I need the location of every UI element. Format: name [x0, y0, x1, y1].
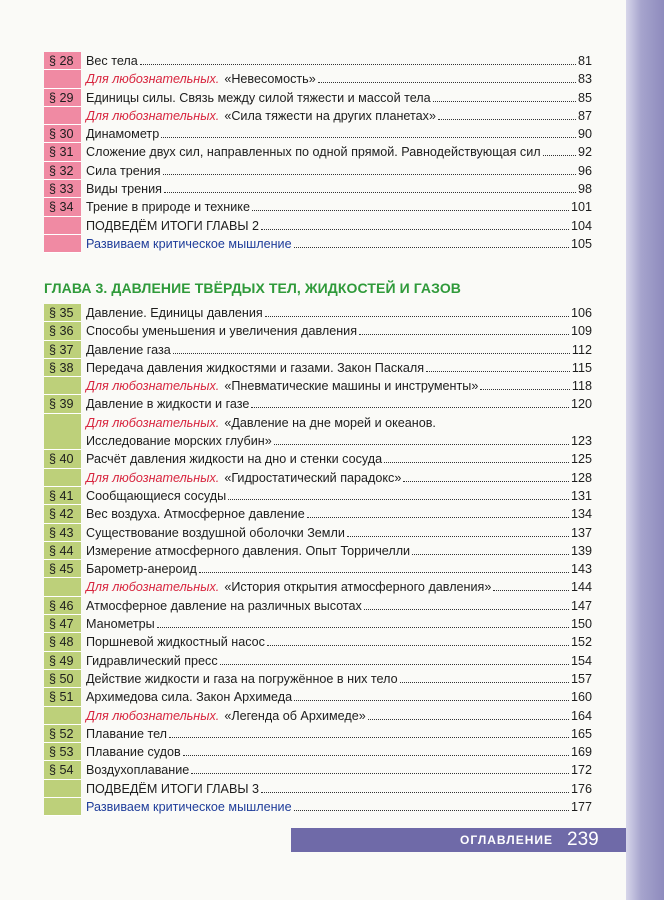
entry-title: Передача давления жидкостями и газами. Закон Паскаля — [86, 360, 425, 375]
curious-label: Для любознательных. — [86, 470, 220, 485]
section-number — [44, 780, 81, 798]
page-number: 83 — [577, 72, 592, 87]
page-number: 131 — [570, 488, 592, 503]
page-number: 137 — [570, 525, 592, 540]
section-number: § 50 — [44, 670, 81, 688]
toc-chapter2-tail — [44, 52, 592, 253]
toc-row[interactable] — [44, 469, 592, 487]
toc-row[interactable] — [44, 688, 592, 706]
page-number: 90 — [577, 127, 592, 142]
page-number: 176 — [570, 781, 592, 796]
section-number: § 30 — [44, 125, 81, 143]
toc-row[interactable] — [44, 235, 592, 253]
section-number: § 45 — [44, 560, 81, 578]
page-number: 152 — [570, 635, 592, 650]
entry-title: Барометр-анероид — [86, 562, 197, 577]
section-number: § 46 — [44, 597, 81, 615]
toc-row[interactable] — [44, 798, 592, 816]
entry-title: Существование воздушной оболочки Земли — [86, 525, 345, 540]
entry-title: Манометры — [86, 617, 155, 632]
entry-title: «Гидростатический парадокс» — [224, 470, 402, 485]
section-number: § 36 — [44, 322, 81, 340]
section-number: § 35 — [44, 304, 81, 322]
entry-title: Измерение атмосферного давления. Опыт Торричелли — [86, 543, 411, 558]
page-number: 139 — [570, 543, 592, 558]
entry-title: Виды трения — [86, 182, 162, 197]
page-number: 177 — [570, 800, 592, 815]
entry-title: Воздухоплавание — [86, 763, 190, 778]
section-number: § 52 — [44, 725, 81, 743]
toc-row[interactable] — [44, 505, 592, 523]
toc-row[interactable] — [44, 707, 592, 725]
page-number: 144 — [570, 580, 592, 595]
toc-row[interactable] — [44, 304, 592, 322]
toc-row[interactable] — [44, 487, 592, 505]
entry-title: Плавание тел — [86, 726, 168, 741]
section-number — [44, 707, 81, 725]
section-number: § 38 — [44, 359, 81, 377]
section-number: § 47 — [44, 615, 81, 633]
entry-title: «Легенда об Архимеде» — [224, 708, 366, 723]
entry-title: Сложение двух сил, направленных по одной прямой. Равнодействующая сил — [86, 145, 541, 160]
curious-label: Для любознательных. — [86, 580, 220, 595]
section-number — [44, 217, 81, 235]
section-number: § 42 — [44, 505, 81, 523]
page-number: 125 — [570, 452, 592, 467]
toc-row[interactable] — [44, 70, 592, 88]
page-number: 118 — [571, 379, 592, 394]
toc-row[interactable] — [44, 652, 592, 670]
entry-title: «Невесомость» — [224, 72, 316, 87]
entry-title: Действие жидкости и газа на погружённое в них тело — [86, 671, 398, 686]
entry-title: Плавание судов — [86, 745, 181, 760]
page-number: 109 — [570, 324, 592, 339]
entry-title-continued: Исследование морских глубин» — [86, 434, 272, 449]
entry-title: Давление в жидкости и газе — [86, 397, 250, 412]
toc-row[interactable] — [44, 52, 592, 70]
toc-row[interactable] — [44, 542, 592, 560]
section-number: § 31 — [44, 143, 81, 161]
entry-title: Поршневой жидкостный насос — [86, 635, 265, 650]
page-number: 150 — [570, 617, 592, 632]
section-number: § 37 — [44, 341, 81, 359]
toc-row[interactable] — [44, 633, 592, 651]
page-edge-decoration — [626, 0, 664, 900]
page-number: 120 — [570, 397, 592, 412]
section-number — [44, 798, 81, 816]
toc-row[interactable] — [44, 560, 592, 578]
section-number — [44, 414, 81, 451]
entry-title: Динамометр — [86, 127, 160, 142]
page-number: 98 — [577, 182, 592, 197]
toc-row[interactable] — [44, 143, 592, 161]
section-number: § 53 — [44, 743, 81, 761]
entry-title: «Пневматические машины и инструменты» — [224, 379, 479, 394]
entry-title: Сила трения — [86, 163, 161, 178]
section-number — [44, 578, 81, 596]
toc-row[interactable] — [44, 341, 592, 359]
toc-row[interactable] — [44, 450, 592, 468]
page-number: 92 — [577, 145, 592, 160]
entry-title: Трение в природе и технике — [86, 200, 250, 215]
toc-row[interactable] — [44, 761, 592, 779]
section-number: § 29 — [44, 89, 81, 107]
section-number: § 44 — [44, 542, 81, 560]
section-number: § 41 — [44, 487, 81, 505]
curious-label: Для любознательных. — [86, 108, 220, 123]
toc-row[interactable] — [44, 578, 592, 596]
page-number: 123 — [570, 434, 592, 449]
page-number: 112 — [571, 342, 592, 357]
entry-title: Давление. Единицы давления — [86, 306, 263, 320]
entry-title: Сообщающиеся сосуды — [86, 488, 227, 503]
toc-row[interactable] — [44, 107, 592, 125]
toc-row[interactable] — [44, 198, 592, 216]
toc-chapter3 — [44, 304, 592, 816]
section-number — [44, 235, 81, 253]
toc-row[interactable] — [44, 524, 592, 542]
page-number: 160 — [570, 690, 592, 705]
section-number — [44, 469, 81, 487]
page-number: 164 — [570, 708, 592, 723]
entry-title: Единицы силы. Связь между силой тяжести и массой тела — [86, 90, 431, 105]
footer-label: ОГЛАВЛЕНИЕ — [460, 833, 554, 847]
entry-title: Гидравлический пресс — [86, 653, 218, 668]
page-number: 106 — [570, 306, 592, 320]
page-number: 115 — [571, 360, 592, 375]
toc-row[interactable] — [44, 125, 592, 143]
page-number: 134 — [570, 507, 592, 522]
section-number: § 34 — [44, 198, 81, 216]
section-number: § 33 — [44, 180, 81, 198]
entry-title: Вес воздуха. Атмосферное давление — [86, 507, 305, 522]
section-number: § 32 — [44, 162, 81, 180]
entry-title: «Давление на дне морей и океанов. — [224, 415, 436, 430]
entry-title: Вес тела — [86, 54, 138, 68]
page-number: 104 — [570, 218, 592, 233]
toc-row[interactable] — [44, 780, 592, 798]
entry-title: «История открытия атмосферного давления» — [224, 580, 492, 595]
section-number — [44, 107, 81, 125]
summary-title: ПОДВЕДЁМ ИТОГИ ГЛАВЫ 3 — [86, 781, 259, 796]
curious-label: Для любознательных. — [86, 415, 220, 430]
section-number: § 40 — [44, 450, 81, 468]
section-number: § 51 — [44, 688, 81, 706]
section-number — [44, 377, 81, 395]
page-number: 81 — [577, 54, 592, 68]
toc-row[interactable] — [44, 743, 592, 761]
toc-row[interactable] — [44, 180, 592, 198]
toc-row[interactable] — [44, 217, 592, 235]
section-number: § 43 — [44, 524, 81, 542]
toc-row[interactable] — [44, 377, 592, 395]
toc-row[interactable] — [44, 414, 592, 451]
section-number: § 54 — [44, 761, 81, 779]
curious-label: Для любознательных. — [86, 379, 220, 394]
toc-row[interactable] — [44, 597, 592, 615]
section-number: § 48 — [44, 633, 81, 651]
critical-thinking-title: Развиваем критическое мышление — [86, 236, 292, 251]
toc-row[interactable] — [44, 89, 592, 107]
page-number: 87 — [577, 108, 592, 123]
page-number: 101 — [570, 200, 592, 215]
section-number: § 28 — [44, 52, 81, 70]
entry-title: Способы уменьшения и увеличения давления — [86, 324, 358, 339]
entry-title: Атмосферное давление на различных высотах — [86, 598, 362, 613]
footer-page-number: 239 — [567, 829, 599, 850]
toc-row[interactable] — [44, 725, 592, 743]
page-number: 105 — [570, 236, 592, 251]
page-number: 157 — [570, 671, 592, 686]
section-number — [44, 70, 81, 88]
curious-label: Для любознательных. — [86, 72, 220, 87]
page-number: 147 — [570, 598, 592, 613]
page-number: 85 — [577, 90, 592, 105]
toc-row[interactable] — [44, 322, 592, 340]
summary-title: ПОДВЕДЁМ ИТОГИ ГЛАВЫ 2 — [86, 218, 259, 233]
toc-row[interactable] — [44, 615, 592, 633]
entry-title: Давление газа — [86, 342, 171, 357]
entry-title: Архимедова сила. Закон Архимеда — [86, 690, 293, 705]
toc-row[interactable] — [44, 359, 592, 377]
page-number: 165 — [570, 726, 592, 741]
toc-row[interactable] — [44, 395, 592, 413]
toc-row[interactable] — [44, 162, 592, 180]
page-number: 169 — [570, 745, 592, 760]
page-number: 128 — [570, 470, 592, 485]
curious-label: Для любознательных. — [86, 708, 220, 723]
page-number: 172 — [570, 763, 592, 778]
toc-row[interactable] — [44, 670, 592, 688]
section-number: § 39 — [44, 395, 81, 413]
entry-title: Расчёт давления жидкости на дно и стенки сосуда — [86, 452, 383, 467]
section-number: § 49 — [44, 652, 81, 670]
critical-thinking-title: Развиваем критическое мышление — [86, 800, 292, 815]
chapter-3-heading[interactable]: ГЛАВА 3. ДАВЛЕНИЕ ТВЁРДЫХ ТЕЛ, ЖИДКОСТЕЙ И ГАЗОВ — [44, 280, 462, 296]
entry-title: «Сила тяжести на других планетах» — [224, 108, 436, 123]
page-number: 143 — [570, 562, 592, 577]
page-number: 154 — [570, 653, 592, 668]
page-number: 96 — [577, 163, 592, 178]
